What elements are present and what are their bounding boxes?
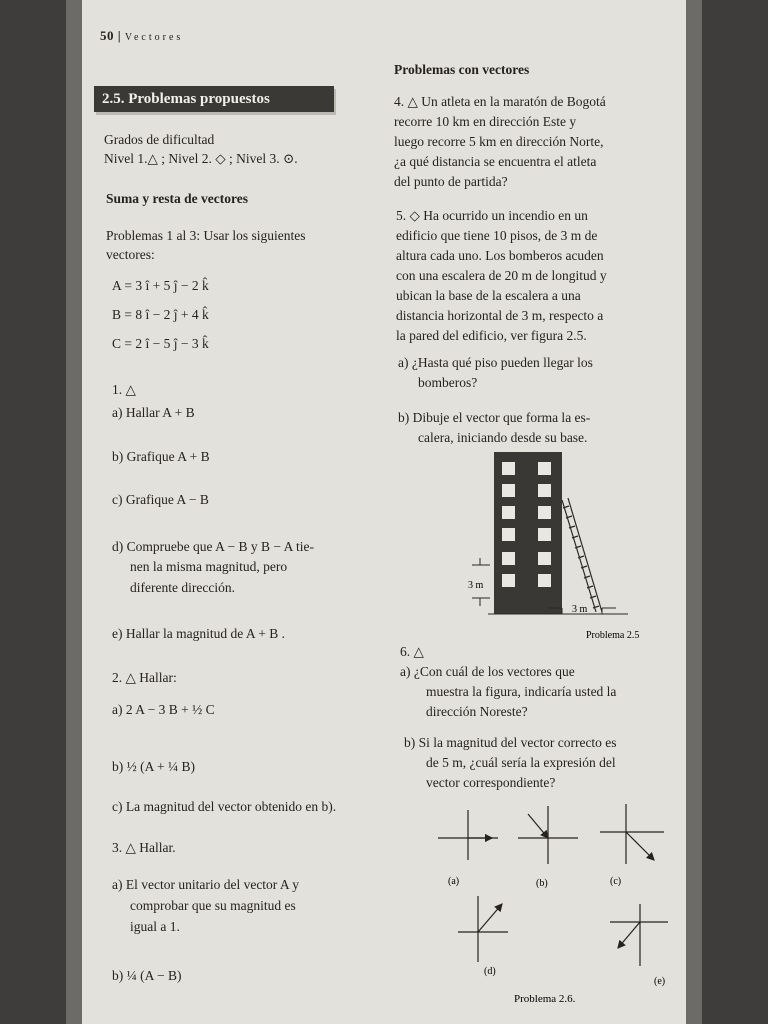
page-edge-left [66, 0, 82, 1024]
running-title: Vectores [124, 32, 184, 43]
problem-2c: c) La magnitud del vector obtenido en b). [112, 799, 337, 814]
intro-line-2: vectores: [106, 247, 155, 262]
difficulty-title: Grados de dificultad [104, 132, 215, 147]
vector-c-definition: C = 2 î − 5 ĵ − 3 k̂ [112, 336, 209, 351]
problem-1d-line-1: d) Compruebe que A − B y B − A tie- [112, 539, 314, 554]
problem-6-header: 6. △ [400, 644, 424, 659]
problem-1d-line-2: nen la misma magnitud, pero [130, 559, 288, 574]
problem-3-header: 3. △ Hallar. [112, 840, 176, 855]
problem-6a-line-2: muestra la figura, indicaría usted la [426, 684, 617, 699]
problem-1-number: 1. △ [112, 382, 136, 397]
problem-4-line-1: 4. △ Un atleta en la maratón de Bogotá [394, 94, 606, 109]
vector-b-definition: B = 8 î − 2 ĵ + 4 k̂ [112, 307, 209, 322]
ladder [562, 498, 602, 612]
problem-1a: a) Hallar A + B [112, 405, 195, 420]
problem-1b: b) Grafique A + B [112, 449, 210, 464]
problem-4-line-3: luego recorre 5 km en dirección Norte, [394, 134, 604, 149]
vector-diagram-b [518, 806, 578, 864]
problem-6b-line-2: de 5 m, ¿cuál sería la expresión del [426, 755, 616, 770]
vector-label-c: (c) [610, 876, 622, 887]
intro-line-1: Problemas 1 al 3: Usar los siguientes [106, 228, 306, 243]
problem-5-line-4: con una escalera de 20 m de longitud y [396, 268, 607, 283]
problem-5-line-5: ubican la base de la escalera a una [396, 288, 581, 303]
problem-5-line-7: la pared del edificio, ver figura 2.5. [396, 328, 587, 343]
vector-label-b: (b) [536, 878, 548, 889]
problem-5a-line-2: bomberos? [418, 375, 478, 390]
figure-2-6-caption: Problema 2.6. [514, 993, 576, 1005]
page-edge-right [686, 0, 702, 1024]
problem-5-line-2: edificio que tiene 10 pisos, de 3 m de [396, 228, 598, 243]
page-number: 50 [100, 28, 114, 43]
vector-diagram-a [438, 810, 498, 860]
problem-3a-line-3: igual a 1. [130, 919, 180, 934]
header-separator: | [117, 28, 122, 43]
vector-a-definition: A = 3 î + 5 ĵ − 2 k̂ [112, 278, 209, 293]
problem-5-line-3: altura cada uno. Los bomberos acuden [396, 248, 604, 263]
problem-5-line-6: distancia horizontal de 3 m, respecto a [396, 308, 604, 323]
vector-label-e: (e) [654, 976, 666, 987]
problem-3b: b) ¼ (A − B) [112, 968, 182, 983]
problem-1c: c) Grafique A − B [112, 492, 209, 507]
book-page [82, 0, 686, 1024]
problem-6a-line-1: a) ¿Con cuál de los vectores que [400, 664, 575, 679]
vector-diagram-e [610, 904, 668, 966]
problem-3a-line-1: a) El vector unitario del vector A y [112, 877, 300, 892]
problem-1e: e) Hallar la magnitud de A + B . [112, 626, 285, 641]
problem-4-line-2: recorre 10 km en dirección Este y [394, 114, 577, 129]
distance-label: 3 m [572, 604, 588, 615]
problem-5b-line-2: calera, iniciando desde su base. [418, 430, 588, 445]
problem-2b: b) ½ (A + ¼ B) [112, 759, 195, 774]
problem-2a: a) 2 A − 3 B + ½ C [112, 702, 215, 717]
vector-diagram-d [458, 896, 508, 962]
running-header [100, 28, 183, 44]
problem-5a-line-1: a) ¿Hasta qué piso pueden llegar los [398, 355, 593, 370]
problem-6b-line-3: vector correspondiente? [426, 775, 556, 790]
right-column-title: Problemas con vectores [394, 62, 530, 77]
problem-2-header: 2. △ Hallar: [112, 670, 177, 685]
vector-label-a: (a) [448, 876, 460, 887]
figure-2-5-caption: Problema 2.5 [586, 630, 640, 641]
difficulty-levels: Nivel 1.△ ; Nivel 2. ◇ ; Nivel 3. ⊙. [104, 151, 298, 166]
figure-2-6-vectors [432, 798, 672, 1008]
problem-1d-line-3: diferente dirección. [130, 580, 235, 595]
height-label: 3 m [468, 580, 484, 591]
problem-3a-line-2: comprobar que su magnitud es [130, 898, 296, 913]
problem-5b-line-1: b) Dibuje el vector que forma la es- [398, 410, 591, 425]
figure-2-5-building [468, 448, 658, 644]
problem-4-line-4: ¿a qué distancia se encuentra el atleta [394, 154, 597, 169]
subsection-title: Suma y resta de vectores [106, 191, 248, 206]
vector-label-d: (d) [484, 966, 496, 977]
vector-diagram-c [600, 804, 664, 864]
problem-4-line-5: del punto de partida? [394, 174, 508, 189]
problem-6b-line-1: b) Si la magnitud del vector correcto es [404, 735, 617, 750]
section-title: 2.5. Problemas propuestos [94, 86, 334, 112]
problem-6a-line-3: dirección Noreste? [426, 704, 528, 719]
problem-5-line-1: 5. ◇ Ha ocurrido un incendio en un [396, 208, 588, 223]
